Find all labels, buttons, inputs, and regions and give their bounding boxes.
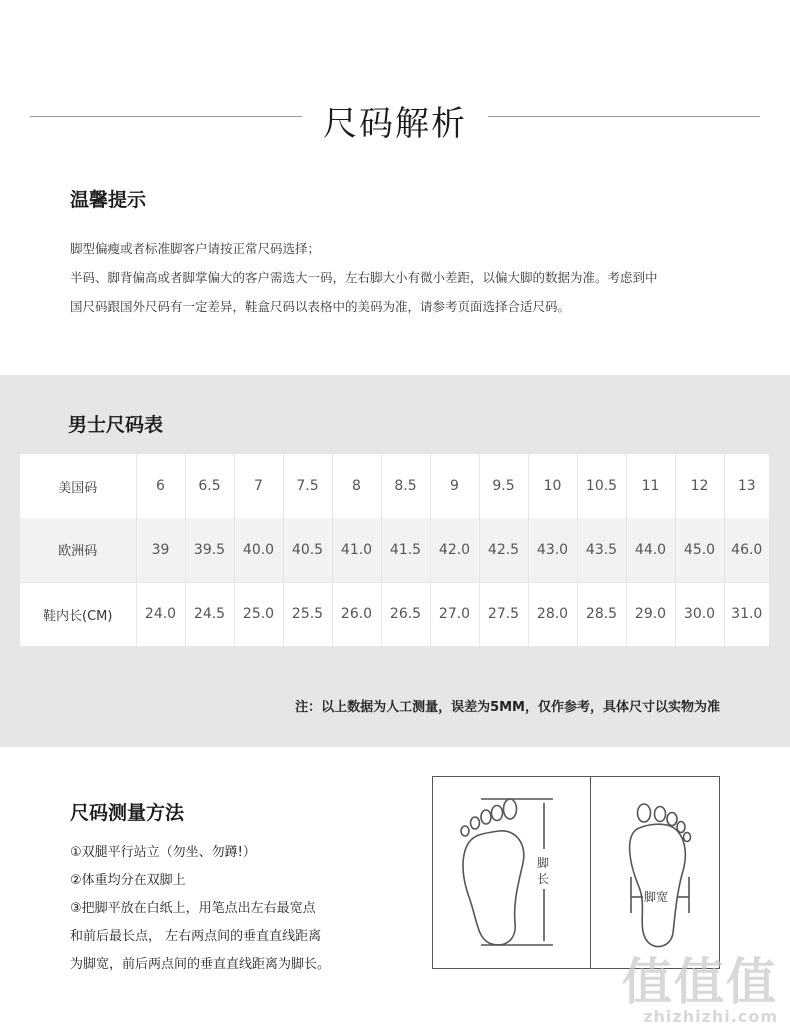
toe bbox=[677, 822, 685, 833]
tips-line: 国尺码跟国外尺码有一定差异，鞋盒尺码以表格中的美码为准，请参考页面选择合适尺码。 bbox=[70, 299, 571, 314]
title-rule-left bbox=[30, 116, 302, 117]
size-cell: 25.5 bbox=[283, 582, 332, 646]
toe bbox=[461, 826, 469, 836]
size-cell: 9.5 bbox=[479, 454, 528, 518]
size-cell: 42.5 bbox=[479, 518, 528, 582]
size-cell: 41.5 bbox=[381, 518, 430, 582]
width-label: 脚宽 bbox=[644, 890, 669, 904]
page-title: 尺码解析 bbox=[323, 104, 467, 144]
size-cell: 43.5 bbox=[577, 518, 626, 582]
foot-width-figure bbox=[630, 804, 691, 947]
table-row-us bbox=[20, 454, 769, 518]
table-row-eu bbox=[20, 518, 769, 582]
size-cell: 27.0 bbox=[430, 582, 479, 646]
size-cell: 7.5 bbox=[283, 454, 332, 518]
measure-step: ③把脚平放在白纸上，用笔点出左右最宽点 bbox=[70, 901, 316, 916]
size-cell: 39.5 bbox=[185, 518, 234, 582]
measure-step: 和前后最长点， 左右两点间的垂直直线距离 bbox=[70, 929, 322, 944]
measure-heading: 尺码测量方法 bbox=[70, 802, 185, 824]
table-row-length bbox=[20, 582, 769, 646]
size-cell: 8.5 bbox=[381, 454, 430, 518]
size-cell: 40.5 bbox=[283, 518, 332, 582]
size-cell: 24.5 bbox=[185, 582, 234, 646]
foot-diagram bbox=[432, 776, 720, 969]
foot-diagram-svg bbox=[433, 777, 721, 970]
size-cell: 10 bbox=[528, 454, 577, 518]
row-label: 美国码 bbox=[20, 454, 136, 518]
watermark bbox=[622, 953, 778, 1026]
tips-heading: 温馨提示 bbox=[70, 189, 147, 211]
size-cell: 25.0 bbox=[234, 582, 283, 646]
size-cell: 39 bbox=[136, 518, 185, 582]
size-cell: 40.0 bbox=[234, 518, 283, 582]
measure-step: ②体重均分在双脚上 bbox=[70, 873, 186, 888]
size-cell: 27.5 bbox=[479, 582, 528, 646]
size-cell: 26.0 bbox=[332, 582, 381, 646]
toe bbox=[481, 810, 491, 824]
size-cell: 28.5 bbox=[577, 582, 626, 646]
toe bbox=[638, 804, 651, 822]
watermark-logo: 值值值 bbox=[622, 953, 778, 1011]
size-cell: 8 bbox=[332, 454, 381, 518]
row-label: 鞋内长(CM) bbox=[20, 582, 136, 646]
tips-line: 脚型偏瘦或者标准脚客户请按正常尺码选择； bbox=[70, 241, 321, 256]
tips-line: 半码、脚背偏高或者脚掌偏大的客户需选大一码，左右脚大小有微小差距，以偏大脚的数据为准。考虑到中 bbox=[70, 270, 658, 285]
size-table-heading: 男士尺码表 bbox=[68, 414, 164, 436]
measurement-note: 注：以上数据为人工测量，误差为5MM，仅作参考，具体尺寸以实物为准 bbox=[295, 700, 720, 715]
toe bbox=[471, 817, 480, 829]
size-cell: 46.0 bbox=[724, 518, 769, 582]
size-cell: 45.0 bbox=[675, 518, 724, 582]
measure-step: ①双腿平行站立（勿坐、勿蹲!） bbox=[70, 845, 256, 860]
size-cell: 30.0 bbox=[675, 582, 724, 646]
size-cell: 29.0 bbox=[626, 582, 675, 646]
toe bbox=[655, 807, 666, 822]
foot-outline-left bbox=[463, 831, 524, 945]
measure-step: 为脚宽，前后两点间的垂直直线距离为脚长。 bbox=[70, 957, 331, 972]
foot-outline-right bbox=[630, 824, 686, 946]
size-cell: 10.5 bbox=[577, 454, 626, 518]
size-cell: 24.0 bbox=[136, 582, 185, 646]
length-label-1: 脚 bbox=[537, 856, 550, 870]
size-cell: 42.0 bbox=[430, 518, 479, 582]
size-cell: 9 bbox=[430, 454, 479, 518]
size-cell: 31.0 bbox=[724, 582, 769, 646]
title-row bbox=[0, 96, 790, 144]
toe bbox=[684, 833, 691, 842]
size-cell: 6 bbox=[136, 454, 185, 518]
length-label-2: 长 bbox=[537, 872, 550, 886]
size-cell: 26.5 bbox=[381, 582, 430, 646]
tips-section bbox=[70, 185, 750, 321]
toe bbox=[492, 806, 503, 821]
toe bbox=[504, 799, 517, 819]
size-cell: 12 bbox=[675, 454, 724, 518]
title-rule-right bbox=[488, 116, 760, 117]
size-table bbox=[20, 454, 769, 646]
size-chart-section bbox=[0, 375, 790, 747]
size-cell: 13 bbox=[724, 454, 769, 518]
size-cell: 41.0 bbox=[332, 518, 381, 582]
size-cell: 44.0 bbox=[626, 518, 675, 582]
size-cell: 28.0 bbox=[528, 582, 577, 646]
size-cell: 7 bbox=[234, 454, 283, 518]
size-cell: 6.5 bbox=[185, 454, 234, 518]
toe bbox=[667, 813, 677, 826]
row-label: 欧洲码 bbox=[20, 518, 136, 582]
size-cell: 11 bbox=[626, 454, 675, 518]
size-cell: 43.0 bbox=[528, 518, 577, 582]
watermark-url: zhizhizhi.com bbox=[643, 1007, 778, 1026]
measure-section bbox=[70, 798, 410, 979]
